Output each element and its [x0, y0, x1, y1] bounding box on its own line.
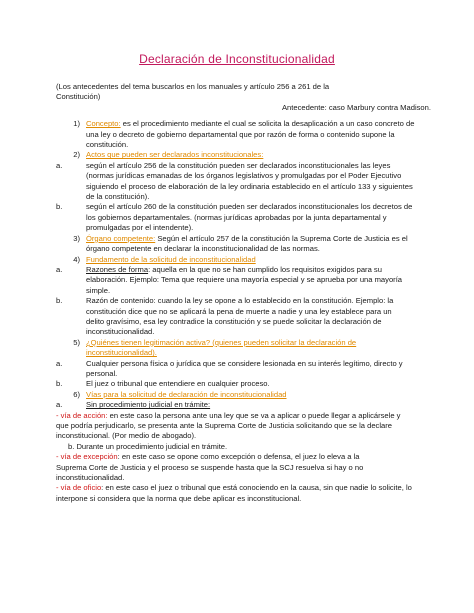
list-text: según el artículo 260 de la constitución pueden ser declarados inconstitucionales los decretos de	[86, 202, 413, 212]
via-text: Suprema Corte de Justicia y el proceso se suspende hasta que la SCJ resuelva si hay o no	[56, 462, 364, 472]
list-text: Sin procedimiento judicial en trámite:	[86, 400, 211, 410]
list-text: b. Durante un procedimiento judicial en trámite.	[68, 441, 228, 451]
list-marker: b.	[56, 296, 63, 306]
via-accion	[56, 411, 431, 421]
list-text: El juez o tribunal que entendiere en cualquier proceso.	[86, 379, 270, 389]
list-marker: b.	[56, 379, 63, 389]
antecedente-line: Antecedente: caso Marbury contra Madison.	[281, 102, 431, 112]
section-text: constitución.	[86, 140, 129, 150]
section-actos	[56, 150, 431, 160]
list-text: los gobiernos departamentales. (normas jurídicas aprobadas por la junta departamental y	[86, 212, 387, 222]
section-heading: Concepto:	[86, 119, 121, 129]
document-body	[56, 82, 431, 504]
section-text: órgano competente en declarar la inconstitucionalidad de las normas.	[86, 244, 320, 254]
section-heading: Fundamento de la solicitud de inconstitucionalidad	[86, 254, 256, 264]
section-legitimacion	[56, 338, 431, 359]
via-text: que podría perjudicarlo, se presenta ante la Suprema Corte de Justicia solicitando que se la declare	[56, 421, 393, 430]
section-text: es el procedimiento mediante el cual se solicita la desaplicación a un caso concreto de	[120, 119, 415, 129]
section-marker: 5)	[73, 337, 80, 347]
via-oficio	[56, 483, 431, 493]
list-item	[56, 202, 431, 233]
list-text: constitución dice que no se aplicará la pena de muerte a nadie y una ley establece para un	[86, 306, 392, 316]
section-heading: Actos que pueden ser declarados inconstitucionales:	[86, 150, 264, 160]
list-item	[56, 161, 431, 203]
via-text: inconstitucional. (Por medio de abogado).	[56, 431, 197, 441]
list-marker: a.	[56, 358, 63, 368]
list-marker: b.	[56, 202, 63, 212]
via-text: : en este caso el juez o tribunal que está conociendo en la causa, sin que nadie lo solicite, lo	[101, 483, 412, 493]
list-text: simple.	[86, 285, 111, 295]
section-marker: 3)	[73, 233, 80, 243]
list-text: elaboración. Ejemplo: Tema que requiere una mayoría especial y se aprueba por una mayoría	[86, 275, 403, 285]
list-text: personal.	[86, 368, 118, 378]
list-item	[56, 359, 431, 380]
via-text: en este caso la persona ante una ley que se va a aplicar o puede llegar a aplicársele y	[107, 410, 401, 420]
list-text: siguiendo el proceso de elaboración de la ley ordinaria establecido en el artículo 133 y siguientes	[86, 181, 413, 191]
list-text: promulgadas por el intendente).	[86, 223, 194, 233]
via-label: - vía de excepción	[56, 452, 118, 462]
intro-line: (Los antecedentes del tema buscarlos en los manuales y artículo 256 a 261 de la	[56, 82, 330, 91]
list-text: (normas jurídicas emanadas de los órganos legislativos y promulgadas por el Poder Ejecutivo	[86, 171, 402, 181]
list-item	[56, 400, 431, 410]
via-text: : en este caso se opone como excepción o defensa, el juez lo eleva a la	[117, 452, 360, 462]
section-heading: inconstitucionalidad).	[86, 348, 157, 358]
list-item	[56, 296, 431, 338]
list-marker: a.	[56, 400, 63, 410]
list-text: : aquella en la que no se han cumplido los requisitos exigidos para su	[148, 264, 382, 274]
list-marker: a.	[56, 264, 63, 274]
section-heading: Vías para la solicitud de declaración de inconstitucionalidad	[86, 389, 287, 399]
section-marker: 4)	[73, 254, 80, 264]
via-text: inconstitucionalidad.	[56, 473, 125, 483]
section-fundamento	[56, 255, 431, 265]
list-text: según el artículo 256 de la constitución pueden ser declarados inconstitucionales las leyes	[86, 160, 391, 170]
list-text: delito gravísimo, esa ley contradice la constitución y se puede solicitar la declaración de	[86, 316, 382, 326]
list-text: de la constitución).	[86, 192, 150, 202]
list-item	[56, 265, 431, 296]
intro-line: Constitución)	[56, 92, 101, 102]
section-marker: 6)	[73, 389, 80, 399]
section-organo	[56, 234, 431, 255]
via-excepcion	[56, 452, 431, 462]
section-heading: ¿Quiénes tienen legitimación activa? (quienes pueden solicitar la declaración de	[86, 337, 357, 347]
section-marker: 1)	[73, 119, 80, 129]
list-marker: a.	[56, 160, 63, 170]
list-text: Cualquier persona física o jurídica que se considere lesionada en su interés legítimo, directo y	[86, 358, 403, 368]
via-text: interpone si considera que la norma que debe aplicar es inconstitucional.	[56, 493, 302, 503]
list-item	[56, 379, 431, 389]
list-text: Razón de contenido: cuando la ley se opone a lo establecido en la constitución. Ejemplo: la	[86, 296, 394, 306]
via-label: - vía de oficio	[56, 483, 102, 493]
list-label: Razones de forma	[86, 264, 149, 274]
section-concepto	[56, 119, 431, 150]
section-marker: 2)	[73, 150, 80, 160]
section-text: Según el artículo 257 de la constitución la Suprema Corte de Justicia es el	[155, 233, 408, 243]
page-title: Declaración de Inconstitucionalidad	[139, 52, 335, 66]
via-label: - vía de acción:	[56, 410, 108, 420]
list-text: inconstitucionalidad.	[86, 327, 155, 337]
section-text: una ley o decreto de gobierno departamental que por razón de forma o contenido supone la	[86, 129, 395, 139]
section-heading: Órgano competente:	[86, 233, 156, 243]
section-vias	[56, 390, 431, 400]
